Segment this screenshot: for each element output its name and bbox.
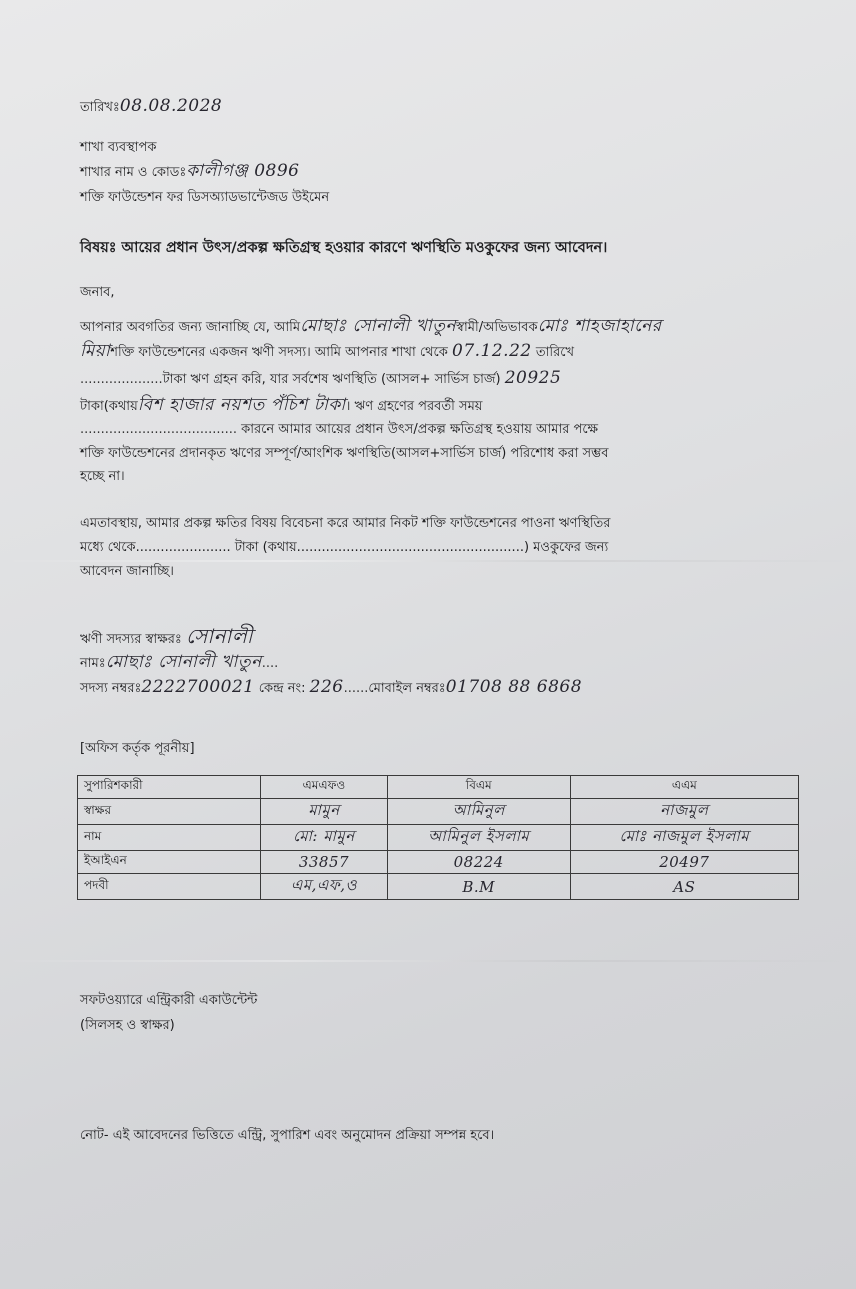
member-number-value: 2222700021: [141, 677, 255, 697]
p2-line3: আবেদন জানাচ্ছি।: [80, 564, 174, 579]
date-line: [80, 98, 222, 116]
seal-and-signature: (সিলসহ ও স্বাক্ষর): [80, 1018, 175, 1033]
handwritten-ein: 08224: [453, 853, 504, 871]
table-cell: [261, 851, 388, 874]
p1-text: স্বামী/অভিভাবক: [456, 320, 538, 335]
org-name: শক্তি ফাউন্ডেশন ফর ডিসঅ্যাডভান্টেজড উইমেন: [80, 190, 330, 205]
salutation: জনাব,: [80, 285, 115, 300]
handwritten-name: মোঃ নাজমুল ইসলাম: [619, 827, 750, 845]
table-header-cell: সুপারিশকারী: [78, 776, 261, 799]
handwritten-designation: AS: [673, 877, 696, 896]
signature: নাজমুল: [660, 801, 709, 819]
blank-dots: ....................: [80, 372, 163, 387]
table-cell: [387, 851, 570, 874]
handwritten-name: আমিনুল ইসলাম: [428, 827, 530, 845]
table-header-row: [78, 776, 799, 799]
signature: মামুন: [308, 801, 340, 819]
office-table: [77, 775, 799, 900]
paper-crease: [0, 960, 856, 962]
p1-line3: [80, 370, 561, 388]
handwritten-name: মো: মামুন: [293, 827, 355, 845]
date-value: 08.08.2028: [119, 96, 223, 116]
p1-line5: [80, 422, 598, 438]
table-cell: স্বাক্ষর: [78, 799, 261, 825]
table-cell: [570, 825, 798, 851]
member-number-line: [80, 679, 582, 697]
branch-name-label: শাখার নাম ও কোডঃ: [80, 165, 187, 180]
table-cell: [570, 851, 798, 874]
table-cell: [387, 874, 570, 900]
p1-line1: [80, 318, 662, 336]
table-header-cell: এএম: [570, 776, 798, 799]
p1-text: টাকা ঋণ গ্রহন করি, যার সর্বশেষ ঋণস্থিতি (আসল+ সার্ভিস চার্জ): [162, 372, 501, 387]
branch-manager: শাখা ব্যবস্থাপক: [80, 140, 157, 155]
table-cell: ইআইএন: [78, 851, 261, 874]
guardian-handwritten: মোঃ শাহজাহানের: [537, 316, 662, 336]
table-cell: [570, 874, 798, 900]
center-number-value: 226: [309, 677, 344, 697]
table-cell: পদবী: [78, 874, 261, 900]
member-name-handwritten: মোছাঃ সোনালী খাতুন: [300, 316, 457, 336]
handwritten-designation: B.M: [462, 877, 496, 896]
p1-text: টাকা(কথায়: [80, 399, 138, 414]
p1-text: । ঋণ গ্রহণের পরবর্তী সময়: [345, 399, 483, 414]
member-signature: সোনালী: [185, 624, 253, 648]
branch-name-value: কালীগঞ্জ 0896: [186, 161, 300, 181]
subject: বিষয়ঃ আয়ের প্রধান উৎস/প্রকল্প ক্ষতিগ্রস্থ হওয়ার কারণে ঋণস্থিতি মওকুফের জন্য আবেদন।: [80, 240, 608, 256]
loan-date-handwritten: 07.12.22: [452, 341, 532, 361]
balance-amount-handwritten: 20925: [504, 368, 562, 388]
member-name-line: [80, 654, 278, 672]
p1-text: শক্তি ফাউন্ডেশনের একজন ঋণী সদস্য। আমি আপনার শাখা থেকে: [110, 345, 448, 360]
mobile-value: 01708 88 6868: [445, 677, 583, 697]
p1-line4: [80, 397, 482, 415]
guardian-handwritten: মিয়া: [80, 341, 111, 361]
table-cell: [387, 799, 570, 825]
member-name-value: মোছাঃ সোনালী খাতুন: [105, 652, 262, 672]
paper-crease: [0, 560, 856, 562]
mobile-label: মোবাইল নম্বরঃ: [368, 681, 446, 696]
handwritten-ein: 20497: [659, 853, 710, 871]
table-header-cell: বিএম: [387, 776, 570, 799]
note: নোট- এই আবেদনের ভিত্তিতে এন্ট্রি, সুপারিশ এবং অনুমোদন প্রক্রিয়া সম্পন্ন হবে।: [80, 1128, 495, 1143]
date-label: তারিখঃ: [80, 100, 120, 115]
table-row: [78, 874, 799, 900]
member-number-label: সদস্য নম্বরঃ: [80, 681, 142, 696]
p1-text: কারনে আমার আয়ের প্রধান উৎস/প্রকল্প ক্ষতিগ্রস্থ হওয়ায় আমার পক্ষে: [241, 422, 599, 437]
office-fill-heading: [অফিস কর্তৃক পূরনীয়]: [80, 741, 195, 756]
table-cell: [261, 874, 388, 900]
table-cell: [570, 799, 798, 825]
signature: আমিনুল: [452, 801, 505, 819]
center-number-label: কেন্দ্র নং:: [258, 681, 306, 696]
handwritten-designation: এম,এফ,ও: [290, 876, 358, 894]
table-cell: [261, 799, 388, 825]
table-row: [78, 799, 799, 825]
member-name-label: নামঃ: [80, 656, 106, 671]
member-signature-label: ঋণী সদস্যর স্বাক্ষরঃ: [80, 632, 182, 647]
table-cell: [387, 825, 570, 851]
table-header-cell: এমএফও: [261, 776, 388, 799]
table-cell: [261, 825, 388, 851]
table-row: [78, 851, 799, 874]
p2-line1: এমতাবস্থায়, আমার প্রকল্প ক্ষতির বিষয় বিবেচনা করে আমার নিকট শক্তি ফাউন্ডেশনের পাওনা ঋণস্থিতির: [80, 516, 611, 531]
p1-line2: [80, 343, 574, 361]
blank-dots: ......: [343, 681, 369, 696]
member-signature-line: [80, 624, 253, 648]
software-entry-accountant: সফটওয়্যারে এন্ট্রিকারী একাউন্টেন্ট: [80, 993, 258, 1008]
table-cell: নাম: [78, 825, 261, 851]
handwritten-ein: 33857: [298, 853, 350, 871]
blank-dots: ......................................: [80, 422, 238, 437]
p1-text: আপনার অবগতির জন্য জানাচ্ছি যে, আমি: [80, 320, 301, 335]
p1-text: তারিখে: [535, 345, 574, 360]
p1-line6: শক্তি ফাউন্ডেশনের প্রদানকৃত ঋণের সম্পূর্ণ/আংশিক ঋণস্থিতি(আসল+সার্ভিস চার্জ) পরিশোধ করা সম্ভব: [80, 446, 609, 461]
p2-line2: মধ্যে থেকে....................... টাকা (কথায়.......................................................) মওকুফের জন্য: [80, 540, 609, 555]
branch-name-line: [80, 163, 299, 181]
blank-dots: ....: [261, 656, 279, 671]
table-row: [78, 825, 799, 851]
p1-line7: হচ্ছে না।: [80, 469, 125, 484]
amount-words-handwritten: বিশ হাজার নয়শত পঁচিশ টাকা: [137, 395, 346, 415]
